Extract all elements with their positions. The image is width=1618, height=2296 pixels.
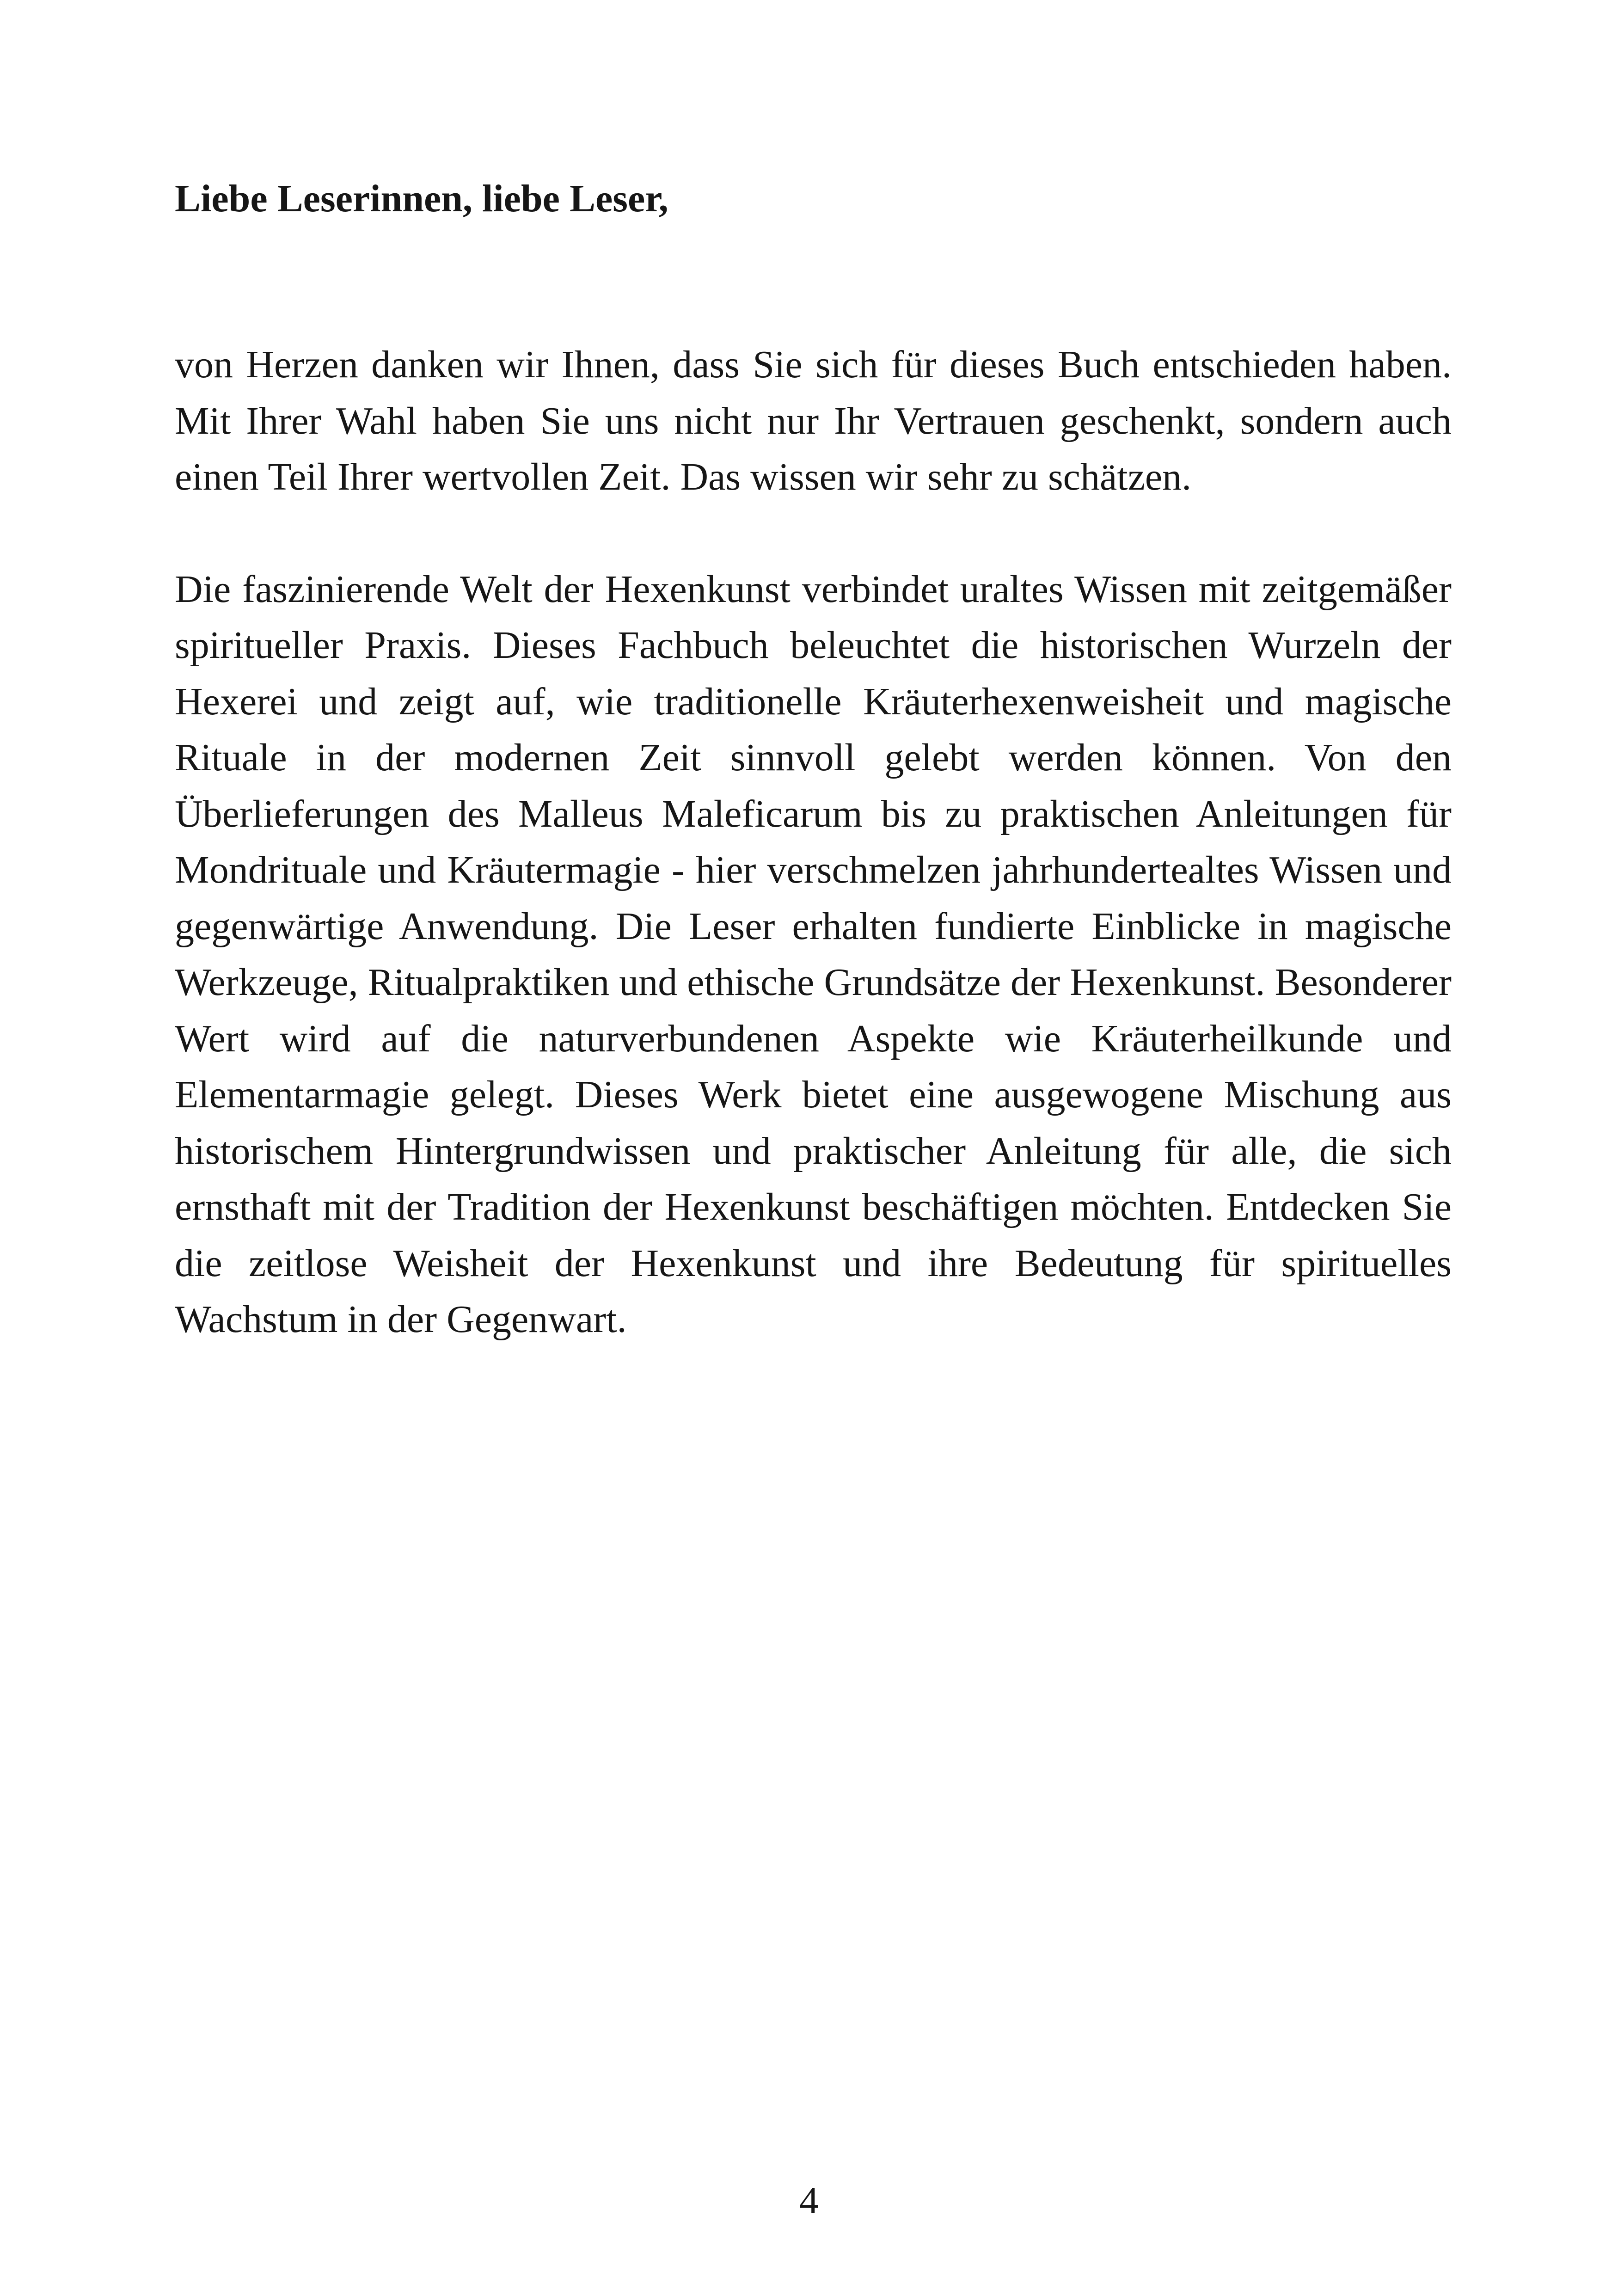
paragraph-book-description: Die faszinierende Welt der Hexenkunst verbindet uraltes Wissen mit zeitgemäßer spiritueller Praxis. Dieses Fachbuch beleuchtet die historischen Wurzeln der Hexerei und zeigt auf, wie traditionelle Kräuterhexenweisheit und magische Rituale in der modernen Zeit sinnvoll gelebt werden können. Von den Überlieferungen des Malleus Maleficarum bis zu praktischen Anleitungen für Mondrituale und Kräutermagie - hier verschmelzen jahrhundertealtes Wissen und gegenwärtige Anwendung. Die Leser erhalten fundierte Einblicke in magische Werkzeuge, Ritualpraktiken und ethische Grundsätze der Hexenkunst. Besonderer Wert wird auf die naturverbundenen Aspekte wie Kräuterheilkunde und Elementarmagie gelegt. Dieses Werk bietet eine ausgewogene Mischung aus historischem Hintergrundwissen und praktischer Anleitung für alle, die sich ernsthaft mit der Tradition der Hexenkunst beschäftigen möchten. Entdecken Sie die zeitlose Weisheit der Hexenkunst und ihre Bedeutung für spirituelles Wachstum in der Gegenwart. — [175, 567, 1452, 1341]
page-body — [175, 171, 1452, 1348]
page-number: 4 — [799, 2179, 819, 2222]
salutation-heading: Liebe Leserinnen, liebe Leser, — [175, 177, 668, 220]
paragraph-thanks: von Herzen danken wir Ihnen, dass Sie sich für dieses Buch entschieden haben. Mit Ihrer Wahl haben Sie uns nicht nur Ihr Vertrauen geschenkt, sondern auch einen Teil Ihrer wertvollen Zeit. Das wissen wir sehr zu schätzen. — [175, 343, 1452, 498]
